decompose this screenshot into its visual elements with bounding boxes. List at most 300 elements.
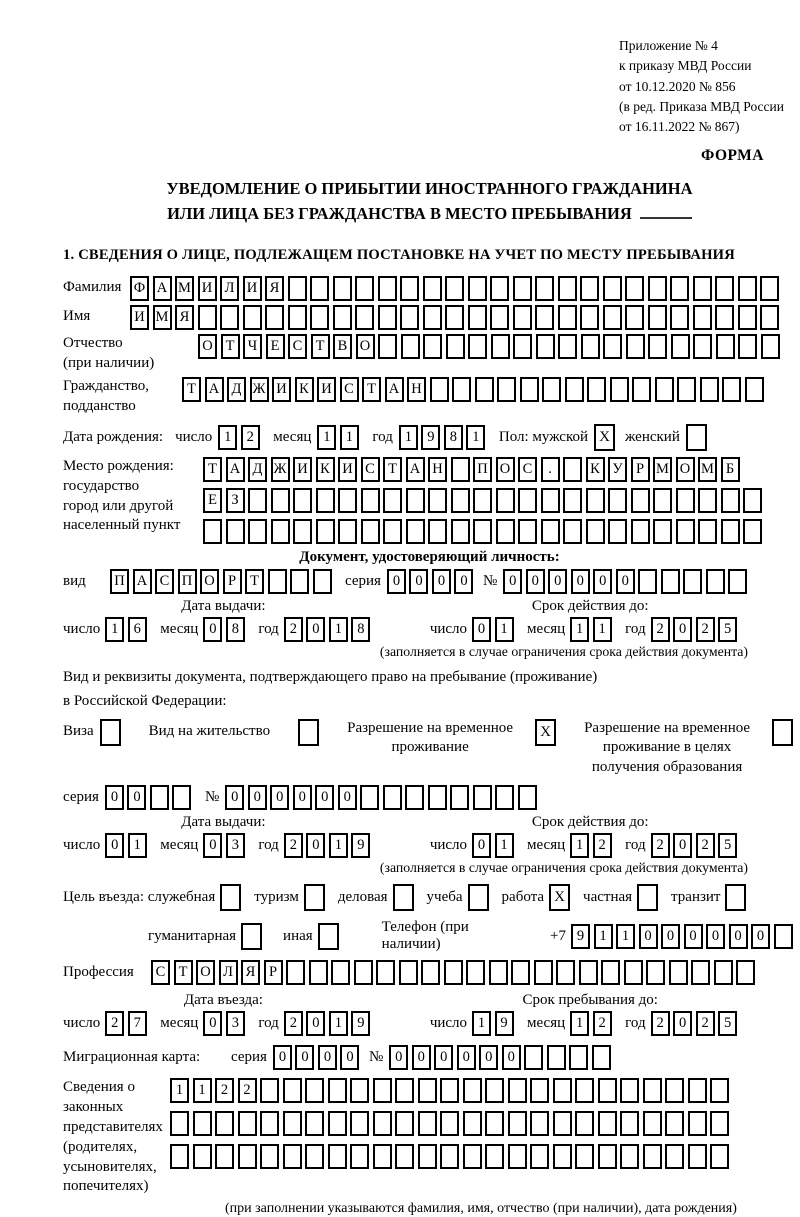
char-cell[interactable]: [520, 377, 539, 402]
char-cell[interactable]: 0: [340, 1045, 359, 1070]
char-cell[interactable]: Н: [428, 457, 447, 482]
char-cell[interactable]: 0: [412, 1045, 431, 1070]
char-cell[interactable]: [491, 334, 510, 359]
char-cell[interactable]: [378, 305, 397, 330]
char-cell[interactable]: Т: [362, 377, 381, 402]
char-cell[interactable]: [445, 276, 464, 301]
char-cell[interactable]: 0: [673, 1011, 692, 1036]
char-cell[interactable]: 2: [651, 1011, 670, 1036]
char-cell[interactable]: [378, 334, 397, 359]
char-cell[interactable]: 0: [315, 785, 334, 810]
char-cell[interactable]: 9: [495, 1011, 514, 1036]
char-cell[interactable]: А: [385, 377, 404, 402]
char-cell[interactable]: [405, 785, 424, 810]
char-cell[interactable]: Т: [383, 457, 402, 482]
char-cell[interactable]: [643, 1111, 662, 1136]
char-cell[interactable]: [710, 1111, 729, 1136]
char-cell[interactable]: 0: [502, 1045, 521, 1070]
char-cell[interactable]: [669, 960, 688, 985]
char-cell[interactable]: [743, 488, 762, 513]
char-cell[interactable]: [350, 1078, 369, 1103]
char-cell[interactable]: [648, 276, 667, 301]
char-cell[interactable]: [535, 305, 554, 330]
char-cell[interactable]: [608, 488, 627, 513]
char-cell[interactable]: 0: [503, 569, 522, 594]
char-cell[interactable]: [423, 334, 442, 359]
char-cell[interactable]: [485, 1111, 504, 1136]
char-cell[interactable]: 8: [351, 617, 370, 642]
char-cell[interactable]: [524, 1045, 543, 1070]
char-cell[interactable]: [496, 488, 515, 513]
char-cell[interactable]: 0: [457, 1045, 476, 1070]
char-cell[interactable]: [418, 1078, 437, 1103]
char-cell[interactable]: [305, 1144, 324, 1169]
char-cell[interactable]: [683, 569, 702, 594]
char-cell[interactable]: Т: [182, 377, 201, 402]
char-cell[interactable]: [565, 377, 584, 402]
char-cell[interactable]: Т: [311, 334, 330, 359]
char-cell[interactable]: [495, 785, 514, 810]
char-cell[interactable]: [511, 960, 530, 985]
char-cell[interactable]: [653, 488, 672, 513]
char-cell[interactable]: [670, 305, 689, 330]
char-cell[interactable]: [760, 305, 779, 330]
char-cell[interactable]: С: [155, 569, 174, 594]
char-cell[interactable]: [450, 785, 469, 810]
char-cell[interactable]: [293, 488, 312, 513]
purpose-official-checkbox[interactable]: [220, 884, 241, 911]
char-cell[interactable]: 0: [751, 924, 770, 949]
char-cell[interactable]: [774, 924, 793, 949]
char-cell[interactable]: [508, 1144, 527, 1169]
temp-residence-checkbox[interactable]: X: [535, 719, 556, 746]
char-cell[interactable]: [632, 377, 651, 402]
char-cell[interactable]: 0: [203, 1011, 222, 1036]
char-cell[interactable]: [226, 519, 245, 544]
char-cell[interactable]: [693, 276, 712, 301]
char-cell[interactable]: 9: [351, 1011, 370, 1036]
char-cell[interactable]: [698, 488, 717, 513]
char-cell[interactable]: [761, 334, 780, 359]
char-cell[interactable]: [265, 305, 284, 330]
char-cell[interactable]: [193, 1111, 212, 1136]
char-cell[interactable]: [238, 1111, 257, 1136]
char-cell[interactable]: [310, 305, 329, 330]
char-cell[interactable]: [290, 569, 309, 594]
char-cell[interactable]: [463, 1144, 482, 1169]
char-cell[interactable]: 1: [105, 617, 124, 642]
char-cell[interactable]: 2: [284, 617, 303, 642]
char-cell[interactable]: 0: [454, 569, 473, 594]
char-cell[interactable]: Л: [219, 960, 238, 985]
char-cell[interactable]: И: [272, 377, 291, 402]
char-cell[interactable]: [598, 1078, 617, 1103]
char-cell[interactable]: 0: [409, 569, 428, 594]
char-cell[interactable]: [378, 276, 397, 301]
char-cell[interactable]: Л: [220, 276, 239, 301]
char-cell[interactable]: 2: [284, 833, 303, 858]
char-cell[interactable]: 0: [127, 785, 146, 810]
char-cell[interactable]: [541, 488, 560, 513]
char-cell[interactable]: [620, 1111, 639, 1136]
char-cell[interactable]: 0: [472, 617, 491, 642]
char-cell[interactable]: 1: [329, 617, 348, 642]
char-cell[interactable]: [541, 519, 560, 544]
char-cell[interactable]: [513, 305, 532, 330]
char-cell[interactable]: 1: [593, 617, 612, 642]
char-cell[interactable]: [423, 305, 442, 330]
char-cell[interactable]: [361, 488, 380, 513]
char-cell[interactable]: [440, 1078, 459, 1103]
char-cell[interactable]: [608, 519, 627, 544]
char-cell[interactable]: [361, 519, 380, 544]
char-cell[interactable]: 0: [639, 924, 658, 949]
char-cell[interactable]: [603, 334, 622, 359]
residence-permit-checkbox[interactable]: [298, 719, 319, 746]
char-cell[interactable]: [738, 276, 757, 301]
char-cell[interactable]: Т: [245, 569, 264, 594]
char-cell[interactable]: 0: [295, 1045, 314, 1070]
char-cell[interactable]: [665, 1111, 684, 1136]
char-cell[interactable]: 0: [387, 569, 406, 594]
char-cell[interactable]: [698, 519, 717, 544]
char-cell[interactable]: 2: [651, 617, 670, 642]
char-cell[interactable]: [575, 1111, 594, 1136]
char-cell[interactable]: 1: [170, 1078, 189, 1103]
char-cell[interactable]: [238, 1144, 257, 1169]
char-cell[interactable]: [468, 305, 487, 330]
char-cell[interactable]: [700, 377, 719, 402]
char-cell[interactable]: [354, 960, 373, 985]
char-cell[interactable]: 0: [270, 785, 289, 810]
char-cell[interactable]: [580, 305, 599, 330]
char-cell[interactable]: Р: [223, 569, 242, 594]
char-cell[interactable]: [722, 377, 741, 402]
char-cell[interactable]: 0: [306, 833, 325, 858]
char-cell[interactable]: [305, 1111, 324, 1136]
purpose-other-checkbox[interactable]: [318, 923, 339, 950]
char-cell[interactable]: 0: [389, 1045, 408, 1070]
char-cell[interactable]: 2: [105, 1011, 124, 1036]
char-cell[interactable]: 1: [399, 425, 418, 450]
purpose-tourism-checkbox[interactable]: [304, 884, 325, 911]
char-cell[interactable]: [655, 377, 674, 402]
char-cell[interactable]: [473, 519, 492, 544]
char-cell[interactable]: 2: [238, 1078, 257, 1103]
char-cell[interactable]: [688, 1144, 707, 1169]
char-cell[interactable]: [451, 488, 470, 513]
char-cell[interactable]: [360, 785, 379, 810]
male-checkbox[interactable]: X: [594, 424, 615, 451]
char-cell[interactable]: 0: [432, 569, 451, 594]
char-cell[interactable]: [553, 1144, 572, 1169]
char-cell[interactable]: 2: [593, 833, 612, 858]
char-cell[interactable]: [395, 1078, 414, 1103]
char-cell[interactable]: [648, 305, 667, 330]
char-cell[interactable]: [631, 488, 650, 513]
char-cell[interactable]: Е: [203, 488, 222, 513]
char-cell[interactable]: [563, 457, 582, 482]
char-cell[interactable]: [688, 1111, 707, 1136]
char-cell[interactable]: [513, 334, 532, 359]
char-cell[interactable]: [331, 960, 350, 985]
char-cell[interactable]: [553, 1111, 572, 1136]
char-cell[interactable]: 0: [472, 833, 491, 858]
char-cell[interactable]: И: [293, 457, 312, 482]
char-cell[interactable]: [328, 1144, 347, 1169]
char-cell[interactable]: 3: [226, 833, 245, 858]
char-cell[interactable]: [530, 1078, 549, 1103]
char-cell[interactable]: 5: [718, 1011, 737, 1036]
char-cell[interactable]: С: [340, 377, 359, 402]
char-cell[interactable]: 0: [225, 785, 244, 810]
char-cell[interactable]: К: [316, 457, 335, 482]
char-cell[interactable]: 1: [570, 617, 589, 642]
char-cell[interactable]: [710, 1078, 729, 1103]
char-cell[interactable]: [395, 1111, 414, 1136]
char-cell[interactable]: [193, 1144, 212, 1169]
char-cell[interactable]: 0: [203, 617, 222, 642]
char-cell[interactable]: [383, 488, 402, 513]
char-cell[interactable]: 2: [284, 1011, 303, 1036]
char-cell[interactable]: [738, 334, 757, 359]
char-cell[interactable]: [198, 305, 217, 330]
char-cell[interactable]: [496, 519, 515, 544]
char-cell[interactable]: [714, 960, 733, 985]
char-cell[interactable]: 0: [293, 785, 312, 810]
char-cell[interactable]: [316, 488, 335, 513]
char-cell[interactable]: Я: [175, 305, 194, 330]
char-cell[interactable]: 8: [226, 617, 245, 642]
char-cell[interactable]: [373, 1144, 392, 1169]
char-cell[interactable]: 0: [338, 785, 357, 810]
char-cell[interactable]: 2: [651, 833, 670, 858]
char-cell[interactable]: [721, 519, 740, 544]
char-cell[interactable]: К: [586, 457, 605, 482]
char-cell[interactable]: 1: [570, 833, 589, 858]
char-cell[interactable]: [624, 960, 643, 985]
char-cell[interactable]: 0: [248, 785, 267, 810]
char-cell[interactable]: [710, 1144, 729, 1169]
char-cell[interactable]: [490, 276, 509, 301]
char-cell[interactable]: [243, 305, 262, 330]
char-cell[interactable]: 2: [696, 833, 715, 858]
char-cell[interactable]: [665, 1144, 684, 1169]
char-cell[interactable]: К: [295, 377, 314, 402]
char-cell[interactable]: 1: [472, 1011, 491, 1036]
char-cell[interactable]: [547, 1045, 566, 1070]
char-cell[interactable]: 0: [729, 924, 748, 949]
char-cell[interactable]: [579, 960, 598, 985]
char-cell[interactable]: [288, 276, 307, 301]
char-cell[interactable]: Ж: [250, 377, 269, 402]
char-cell[interactable]: Я: [265, 276, 284, 301]
char-cell[interactable]: [592, 1045, 611, 1070]
char-cell[interactable]: [670, 276, 689, 301]
char-cell[interactable]: 0: [661, 924, 680, 949]
char-cell[interactable]: 6: [128, 617, 147, 642]
char-cell[interactable]: [466, 960, 485, 985]
char-cell[interactable]: 2: [241, 425, 260, 450]
char-cell[interactable]: [721, 488, 740, 513]
char-cell[interactable]: [653, 519, 672, 544]
char-cell[interactable]: О: [356, 334, 375, 359]
char-cell[interactable]: [728, 569, 747, 594]
char-cell[interactable]: [423, 276, 442, 301]
char-cell[interactable]: Т: [203, 457, 222, 482]
char-cell[interactable]: [643, 1144, 662, 1169]
char-cell[interactable]: [286, 960, 305, 985]
char-cell[interactable]: Ч: [243, 334, 262, 359]
char-cell[interactable]: 0: [684, 924, 703, 949]
char-cell[interactable]: [376, 960, 395, 985]
char-cell[interactable]: [172, 785, 191, 810]
char-cell[interactable]: [333, 305, 352, 330]
char-cell[interactable]: Т: [174, 960, 193, 985]
char-cell[interactable]: [688, 1078, 707, 1103]
char-cell[interactable]: В: [333, 334, 352, 359]
char-cell[interactable]: М: [698, 457, 717, 482]
char-cell[interactable]: 1: [495, 833, 514, 858]
char-cell[interactable]: [428, 488, 447, 513]
char-cell[interactable]: [271, 488, 290, 513]
char-cell[interactable]: [440, 1111, 459, 1136]
char-cell[interactable]: [400, 276, 419, 301]
char-cell[interactable]: [736, 960, 755, 985]
char-cell[interactable]: 0: [526, 569, 545, 594]
char-cell[interactable]: 9: [571, 924, 590, 949]
char-cell[interactable]: 2: [215, 1078, 234, 1103]
char-cell[interactable]: П: [178, 569, 197, 594]
char-cell[interactable]: [400, 305, 419, 330]
char-cell[interactable]: [283, 1078, 302, 1103]
char-cell[interactable]: [355, 305, 374, 330]
char-cell[interactable]: [676, 519, 695, 544]
char-cell[interactable]: О: [196, 960, 215, 985]
char-cell[interactable]: [316, 519, 335, 544]
char-cell[interactable]: [643, 1078, 662, 1103]
char-cell[interactable]: И: [130, 305, 149, 330]
char-cell[interactable]: [383, 785, 402, 810]
char-cell[interactable]: [170, 1144, 189, 1169]
char-cell[interactable]: [338, 519, 357, 544]
char-cell[interactable]: 1: [616, 924, 635, 949]
char-cell[interactable]: 2: [696, 1011, 715, 1036]
char-cell[interactable]: Д: [227, 377, 246, 402]
char-cell[interactable]: [170, 1111, 189, 1136]
char-cell[interactable]: [569, 1045, 588, 1070]
char-cell[interactable]: 1: [340, 425, 359, 450]
char-cell[interactable]: 0: [273, 1045, 292, 1070]
char-cell[interactable]: 8: [444, 425, 463, 450]
char-cell[interactable]: [760, 276, 779, 301]
char-cell[interactable]: [313, 569, 332, 594]
char-cell[interactable]: 0: [616, 569, 635, 594]
char-cell[interactable]: [508, 1078, 527, 1103]
char-cell[interactable]: [220, 305, 239, 330]
char-cell[interactable]: [428, 785, 447, 810]
char-cell[interactable]: З: [226, 488, 245, 513]
char-cell[interactable]: [646, 960, 665, 985]
char-cell[interactable]: [328, 1078, 347, 1103]
char-cell[interactable]: [603, 305, 622, 330]
char-cell[interactable]: 0: [306, 1011, 325, 1036]
purpose-business-checkbox[interactable]: [393, 884, 414, 911]
char-cell[interactable]: 0: [593, 569, 612, 594]
female-checkbox[interactable]: [686, 424, 707, 451]
char-cell[interactable]: [738, 305, 757, 330]
char-cell[interactable]: [490, 305, 509, 330]
char-cell[interactable]: [485, 1144, 504, 1169]
char-cell[interactable]: [601, 960, 620, 985]
purpose-study-checkbox[interactable]: [468, 884, 489, 911]
char-cell[interactable]: [542, 377, 561, 402]
char-cell[interactable]: [338, 488, 357, 513]
char-cell[interactable]: И: [243, 276, 262, 301]
char-cell[interactable]: 0: [306, 617, 325, 642]
char-cell[interactable]: .: [541, 457, 560, 482]
char-cell[interactable]: 0: [105, 833, 124, 858]
char-cell[interactable]: О: [200, 569, 219, 594]
char-cell[interactable]: 5: [718, 617, 737, 642]
char-cell[interactable]: М: [153, 305, 172, 330]
char-cell[interactable]: [743, 519, 762, 544]
char-cell[interactable]: [248, 519, 267, 544]
char-cell[interactable]: [693, 305, 712, 330]
char-cell[interactable]: А: [226, 457, 245, 482]
char-cell[interactable]: [530, 1111, 549, 1136]
char-cell[interactable]: [383, 519, 402, 544]
char-cell[interactable]: [598, 1144, 617, 1169]
purpose-transit-checkbox[interactable]: [725, 884, 746, 911]
char-cell[interactable]: [355, 276, 374, 301]
char-cell[interactable]: 3: [226, 1011, 245, 1036]
char-cell[interactable]: [558, 305, 577, 330]
char-cell[interactable]: [677, 377, 696, 402]
char-cell[interactable]: А: [205, 377, 224, 402]
char-cell[interactable]: [671, 334, 690, 359]
char-cell[interactable]: [215, 1144, 234, 1169]
char-cell[interactable]: [418, 1144, 437, 1169]
char-cell[interactable]: [333, 276, 352, 301]
char-cell[interactable]: [399, 960, 418, 985]
char-cell[interactable]: [373, 1111, 392, 1136]
char-cell[interactable]: А: [133, 569, 152, 594]
char-cell[interactable]: А: [406, 457, 425, 482]
char-cell[interactable]: 1: [193, 1078, 212, 1103]
char-cell[interactable]: [350, 1111, 369, 1136]
char-cell[interactable]: [661, 569, 680, 594]
char-cell[interactable]: [268, 569, 287, 594]
char-cell[interactable]: М: [175, 276, 194, 301]
char-cell[interactable]: [451, 457, 470, 482]
char-cell[interactable]: [626, 334, 645, 359]
char-cell[interactable]: [716, 334, 735, 359]
char-cell[interactable]: П: [110, 569, 129, 594]
temp-residence-edu-checkbox[interactable]: [772, 719, 793, 746]
char-cell[interactable]: [558, 276, 577, 301]
char-cell[interactable]: 2: [593, 1011, 612, 1036]
char-cell[interactable]: [440, 1144, 459, 1169]
char-cell[interactable]: [373, 1078, 392, 1103]
char-cell[interactable]: Ф: [130, 276, 149, 301]
char-cell[interactable]: Т: [221, 334, 240, 359]
char-cell[interactable]: Д: [248, 457, 267, 482]
char-cell[interactable]: [625, 276, 644, 301]
char-cell[interactable]: 0: [673, 617, 692, 642]
char-cell[interactable]: [620, 1078, 639, 1103]
char-cell[interactable]: [586, 519, 605, 544]
